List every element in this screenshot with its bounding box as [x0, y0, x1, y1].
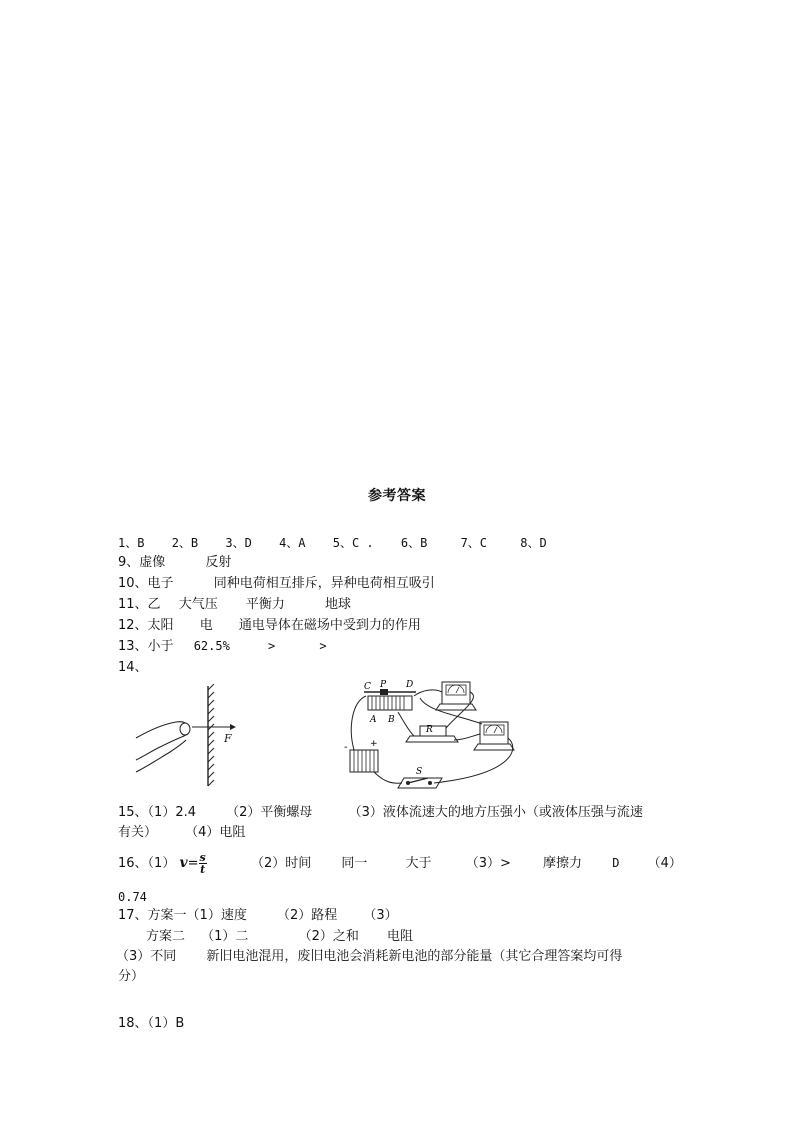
answer-16-b: （2）时间 [251, 856, 312, 871]
answer-15-e: （4）电阻 [185, 825, 246, 840]
answer-11 [118, 596, 351, 614]
answer-15-line-2 [118, 824, 245, 842]
answer-17-d: 方案二 [146, 929, 186, 944]
answer-17-i: 新旧电池混用，废旧电池会消耗新电池的部分能量（其它合理答案均可得 [206, 949, 623, 964]
label-S: S [416, 767, 423, 777]
formula-v: v [179, 855, 188, 871]
answer-11-a: 11、乙 [118, 597, 161, 612]
force-label: F [224, 732, 232, 745]
answer-1: 1、B [118, 536, 145, 550]
answer-9-a: 9、虚像 [118, 555, 166, 570]
answer-8: 8、D [520, 536, 547, 550]
formula-fraction [199, 852, 207, 875]
label-P: P [380, 680, 387, 690]
answer-17-a: 17、方案一（1）速度 [118, 908, 247, 923]
answer-13-c: > [267, 639, 276, 653]
formula-denominator: t [200, 863, 206, 876]
answer-12-b: 电 [199, 618, 213, 633]
finger-wall-figure [130, 684, 250, 792]
answer-14: 14、 [118, 660, 148, 675]
answer-16-continued: 0.74 [118, 890, 147, 904]
answer-11-c: 平衡力 [245, 597, 285, 612]
answer-15-a: 15、（1）2.4 [118, 805, 196, 820]
answer-15-d: 有关） [118, 825, 158, 840]
formula-eq: = [187, 856, 199, 871]
answer-13-a: 13、小于 [118, 639, 174, 654]
answer-17-b: （2）路程 [276, 908, 338, 923]
answer-4: 4、A [279, 536, 306, 550]
answer-17-c: （3） [363, 908, 398, 923]
answer-9-b: 反射 [205, 555, 232, 570]
answer-10-b: 同种电荷相互排斥，异种电荷相互吸引 [213, 576, 435, 591]
answer-16-h: （4） [647, 856, 682, 871]
answer-2: 2、B [171, 536, 199, 550]
answer-16-d: 大于 [405, 856, 432, 871]
answer-16-e: （3）> [465, 856, 511, 871]
answer-16-c: 同一 [341, 856, 368, 871]
answer-16-g: D [612, 856, 620, 870]
answer-15-b: （2）平衡螺母 [226, 805, 313, 820]
answer-10-a: 10、电子 [118, 576, 174, 591]
answer-10 [118, 575, 435, 593]
answer-17-f: （2）之和 [298, 929, 359, 944]
answer-16-f: 摩擦力 [543, 856, 583, 871]
label-A: A [370, 715, 377, 725]
answer-11-d: 地球 [325, 597, 352, 612]
circuit-figure [342, 678, 528, 794]
label-R: R [426, 725, 433, 735]
answer-6: 6、B [400, 536, 428, 550]
label-D: D [406, 680, 414, 690]
answer-17-g: 电阻 [387, 929, 414, 944]
label-B: B [388, 715, 395, 725]
answer-16 [118, 852, 682, 875]
answer-13-d: > [319, 639, 327, 653]
page-title: 参考答案 [368, 488, 426, 504]
answer-12-a: 12、太阳 [118, 618, 174, 633]
answers-1-8 [118, 534, 547, 552]
answer-17-line-2 [146, 928, 413, 946]
answer-7: 7、C [460, 536, 488, 550]
answer-15-line-1 [118, 804, 643, 822]
answer-9 [118, 554, 231, 572]
answer-17-line-1 [118, 907, 398, 925]
answer-17-line-4: 分） [118, 969, 145, 984]
answer-11-b: 大气压 [178, 597, 218, 612]
label-C: C [364, 682, 371, 692]
answer-15-c: （3）液体流速大的地方压强小（或液体压强与流速 [348, 805, 643, 820]
answer-17-h: （3）不同 [116, 949, 177, 964]
answer-18: 18、（1）B [118, 1016, 185, 1031]
label-plus: + [370, 739, 378, 749]
label-minus: - [344, 742, 348, 753]
answer-13-b: 62.5% [193, 639, 230, 653]
answer-16-prefix: 16、（1） [118, 856, 176, 871]
answer-12 [118, 617, 421, 635]
answer-13 [118, 637, 327, 656]
answer-5: 5、C . [332, 536, 374, 550]
formula-numerator: s [199, 851, 206, 864]
answer-3: 3、D [225, 536, 252, 550]
answer-12-c: 通电导体在磁场中受到力的作用 [238, 618, 421, 633]
answer-17-e: （1）二 [201, 929, 249, 944]
answer-17-line-3 [116, 948, 622, 966]
